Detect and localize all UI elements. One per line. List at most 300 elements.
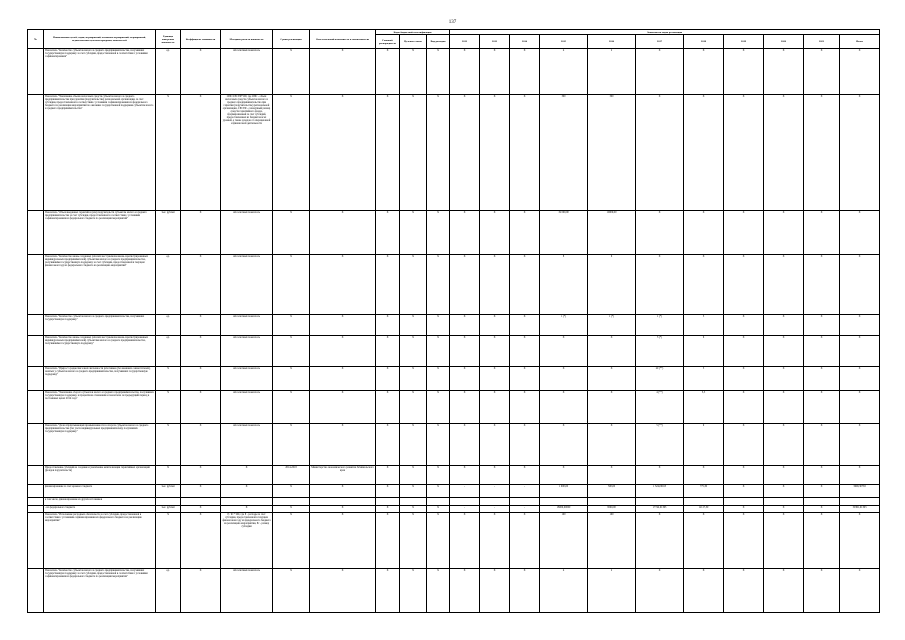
row-term-cell: Х [273, 513, 310, 569]
row-target-cell: Х [400, 95, 427, 211]
row-term-cell [273, 498, 310, 505]
row-exp-cell: Х [427, 569, 450, 613]
header-grbs: Главный распорядитель [376, 35, 400, 49]
row-term-cell: Х [273, 314, 310, 336]
row-method-cell: Абсолютный показатель [221, 336, 273, 366]
header-year: 2018 [684, 35, 724, 49]
row-resp-cell: Х [310, 569, 376, 613]
row-year-value-cell: Х [588, 465, 636, 484]
row-year-value-cell: Х [724, 391, 764, 424]
row-year-value-cell: Х [764, 366, 804, 390]
row-resp-cell: Х [310, 513, 376, 569]
row-exp-cell: Х [427, 366, 450, 390]
row-resp-cell: Х [310, 314, 376, 336]
row-year-value-cell: Х [724, 513, 764, 569]
row-year-value-cell: Х [480, 366, 510, 390]
row-term-cell: Х [273, 505, 310, 512]
row-grbs-cell: Х [376, 254, 400, 314]
row-year-value-cell: Х [636, 49, 684, 95]
row-year-value-cell: Х [636, 465, 684, 484]
row-total-cell: 50361,01363 [840, 505, 880, 512]
row-year-value-cell: Х [450, 254, 480, 314]
row-exp-cell: Х [427, 314, 450, 336]
row-target-cell: Х [400, 424, 427, 465]
row-year-value-cell: Х [636, 254, 684, 314]
row-year-value-cell: Х [588, 391, 636, 424]
row-total-cell: Х [840, 49, 880, 95]
row-method-cell: ОПС/СРСГФ*100, где ОПС - объем налоговых средств субъектов малого и среднего предпринимательства при гарантии (поручительстве) региональной организации, СРСГФ - совокупный размер средств гарантийного фонда, сформированный за счет субсидий, предоставленных из бюджетов всех уровней, а также доходов от операционной и финансовой деятельности [221, 95, 273, 211]
row-name-cell: Показатель "Количество вновь созданных рабочих мест (включая вновь зарегистрированных индивидуальных предпринимателей) субъектами малого и среднего предпринимательства, получившими государственную поддержку" [44, 336, 156, 366]
row-year-value-cell: 6 [684, 336, 724, 366]
row-name-cell: - из федерального бюджета [44, 505, 156, 512]
row-year-value-cell: Х [636, 513, 684, 569]
row-year-value-cell: Х [764, 49, 804, 95]
row-year-value-cell: 12117,30 [684, 505, 724, 512]
row-coef-cell: Х [181, 49, 221, 95]
row-year-value-cell: Х [480, 211, 510, 255]
row-number-cell [28, 485, 44, 498]
row-total-cell: Х [840, 95, 880, 211]
row-name-cell: Показатель "Доля обрабатывающей промышленности в обороте субъектов малого и среднего предпринимательства (без учета индивидуальных предпринимателей), получивших государственную поддержку" [44, 424, 156, 465]
row-year-value-cell: Х [684, 254, 724, 314]
row-total-cell: Х [840, 569, 880, 613]
row-target-cell: Х [400, 366, 427, 390]
row-year-value-cell: - [510, 505, 540, 512]
row-coef-cell: Х [181, 336, 221, 366]
row-resp-cell [310, 498, 376, 505]
row-year-value-cell: Х [724, 211, 764, 255]
page-number: 137 [448, 20, 457, 25]
header-responsible: Ответственный исполнитель и соисполнители [310, 30, 376, 49]
row-term-cell: Х [273, 254, 310, 314]
row-resp-cell: Министерство экономического развития Забайкальского края [310, 465, 376, 484]
row-year-value-cell: Х [510, 569, 540, 613]
row-year-value-cell: Х [804, 254, 840, 314]
row-term-cell: Х [273, 366, 310, 390]
row-year-value-cell: 4 [540, 569, 588, 613]
row-year-value-cell: 5 (**) [636, 424, 684, 465]
row-number-cell [28, 498, 44, 505]
row-year-value-cell: Х [724, 569, 764, 613]
row-year-value-cell: Х [450, 336, 480, 366]
row-exp-cell: Х [427, 513, 450, 569]
row-target-cell: Х [400, 211, 427, 255]
row-year-value-cell: Х [510, 314, 540, 336]
row-term-cell: Х [273, 569, 310, 613]
row-year-value-cell [764, 498, 804, 505]
row-year-value-cell: 9500,00 [588, 505, 636, 512]
row-year-value-cell: Х [480, 254, 510, 314]
row-unit-cell: тыс. рублей [156, 211, 181, 255]
row-term-cell: Х [273, 336, 310, 366]
row-exp-cell: Х [427, 254, 450, 314]
table-row [28, 513, 880, 569]
row-grbs-cell: Х [376, 485, 400, 498]
row-year-value-cell: Х [510, 254, 540, 314]
row-year-value-cell [636, 498, 684, 505]
row-method-cell: Х [221, 485, 273, 498]
row-exp-cell: Х [427, 465, 450, 484]
row-name-cell: Показатель "Количество субъектов малого и среднего предпринимательства, получивших государственную поддержку" [44, 314, 156, 336]
row-coef-cell [181, 498, 221, 505]
table-row [28, 424, 880, 465]
row-coef-cell: Х [181, 505, 221, 512]
row-year-value-cell: Х [450, 569, 480, 613]
header-method: Методика расчета показателя [221, 30, 273, 49]
row-target-cell: Х [400, 505, 427, 512]
row-year-value-cell: Х [480, 95, 510, 211]
table-row [28, 391, 880, 424]
row-name-cell: Показатель "Объем выданных гарантий и (или) поручительств субъектам малого и среднего предпринимательства за счет субсидии, предоставленной в соответствии с условиями софинансирования из федерального бюджета по реализации мероприятий" [44, 211, 156, 255]
row-target-cell: Х [400, 314, 427, 336]
row-year-value-cell: 3 (*) [636, 336, 684, 366]
row-number-cell [28, 49, 44, 95]
row-total-cell: Х [840, 366, 880, 390]
row-number-cell [28, 211, 44, 255]
row-resp-cell: Х [310, 485, 376, 498]
row-year-value-cell: 1 (*) [540, 314, 588, 336]
row-grbs-cell: Х [376, 314, 400, 336]
row-year-value-cell: Х [804, 513, 840, 569]
row-resp-cell: Х [310, 49, 376, 95]
row-year-value-cell: 300 [588, 95, 636, 211]
row-method-cell: Абсолютный показатель [221, 314, 273, 336]
table-row [28, 211, 880, 255]
row-year-value-cell: 19 000,00 [540, 211, 588, 255]
row-year-value-cell: Х [540, 465, 588, 484]
row-unit-cell: тыс. рублей [156, 505, 181, 512]
row-total-cell: Х [840, 211, 880, 255]
row-year-value-cell [540, 498, 588, 505]
row-name-cell: Показатель "Исполнение расходных обязательств за счет субсидии, предоставленной в соответствии с условиями софинансирования из федерального бюджета на реализацию мероприятия" [44, 513, 156, 569]
row-year-value-cell: Х [684, 465, 724, 484]
header-num: № [28, 30, 44, 49]
row-year-value-cell [588, 498, 636, 505]
row-grbs-cell: Х [376, 424, 400, 465]
row-year-value-cell: Х [804, 505, 840, 512]
row-year-value-cell [450, 498, 480, 505]
row-year-value-cell: Х [588, 336, 636, 366]
row-year-value-cell: 2 [588, 569, 636, 613]
row-year-value-cell: Х [804, 95, 840, 211]
row-year-value-cell: Х [764, 505, 804, 512]
row-year-value-cell: Х [540, 366, 588, 390]
row-year-value-cell: Х [450, 95, 480, 211]
row-grbs-cell: Х [376, 391, 400, 424]
row-method-cell: Абсолютный показатель [221, 424, 273, 465]
header-expense-type: Вид расходов [427, 35, 450, 49]
row-name-cell: Показатель "Увеличение оборота субъектов малого и среднего предпринимательства, получивших государственную поддержку, в процентном отношении к показателю за предыдущий период в постоянных ценах 2014 года" [44, 391, 156, 424]
row-year-value-cell: 9 [684, 424, 724, 465]
row-year-value-cell: Х [480, 391, 510, 424]
row-number-cell [28, 366, 44, 390]
row-resp-cell: Х [310, 95, 376, 211]
table-row [28, 465, 880, 484]
row-exp-cell: Х [427, 336, 450, 366]
row-unit-cell: ед. [156, 314, 181, 336]
row-year-value-cell: Х [724, 95, 764, 211]
row-year-value-cell: Х [764, 211, 804, 255]
row-year-value-cell: Х [480, 314, 510, 336]
row-unit-cell: % [156, 391, 181, 424]
row-resp-cell: Х [310, 366, 376, 390]
row-term-cell: Х [273, 391, 310, 424]
row-year-value-cell: Х [804, 211, 840, 255]
row-name-cell: Показатель "Количество субъектов малого и среднего предпринимательства, получивших государственную поддержку за счет субсидии, предоставленной в соответствии с условиями софинансирования из федерального бюджета по реализации мероприятия" [44, 569, 156, 613]
row-year-value-cell: 1 000,00 [540, 485, 588, 498]
row-year-value-cell: Х [764, 424, 804, 465]
row-coef-cell: Х [181, 211, 221, 255]
row-year-value-cell: 300 [540, 95, 588, 211]
row-year-value-cell: Х [510, 211, 540, 255]
row-year-value-cell: Х [480, 49, 510, 95]
row-year-value-cell: Х [804, 465, 840, 484]
row-year-value-cell: Х [724, 314, 764, 336]
row-method-cell: Абсолютный показатель [221, 366, 273, 390]
row-coef-cell: Х [181, 314, 221, 336]
header-target-article: Целевая статья [400, 35, 427, 49]
row-year-value-cell: Х [724, 505, 764, 512]
row-year-value-cell: Х [764, 254, 804, 314]
row-year-value-cell: Х [804, 366, 840, 390]
row-year-value-cell: Х [764, 485, 804, 498]
row-number-cell [28, 424, 44, 465]
row-year-value-cell: Х [510, 391, 540, 424]
row-year-value-cell: Х [724, 465, 764, 484]
row-year-value-cell: Х [540, 391, 588, 424]
row-year-value-cell: Х [804, 336, 840, 366]
row-exp-cell: Х [427, 49, 450, 95]
row-year-value-cell: Х [804, 485, 840, 498]
row-year-value-cell [480, 498, 510, 505]
row-grbs-cell: Х [376, 513, 400, 569]
row-exp-cell: Х [427, 424, 450, 465]
row-grbs-cell: Х [376, 465, 400, 484]
row-total-cell: Х [840, 314, 880, 336]
row-coef-cell: Х [181, 569, 221, 613]
row-year-value-cell: Х [804, 391, 840, 424]
table-row [28, 366, 880, 390]
row-year-value-cell: - [480, 485, 510, 498]
row-coef-cell: Х [181, 391, 221, 424]
row-number-cell [28, 254, 44, 314]
row-unit-cell: ед. [156, 254, 181, 314]
header-total: Итого [840, 35, 880, 49]
header-year: 2020 [764, 35, 804, 49]
row-year-value-cell: 1 324,00163 [636, 485, 684, 498]
row-year-value-cell: Х [510, 513, 540, 569]
row-unit-cell: % [156, 424, 181, 465]
row-year-value-cell: Х [480, 465, 510, 484]
row-term-cell: Х [273, 49, 310, 95]
row-year-value-cell: Х [724, 336, 764, 366]
row-total-cell: Х [840, 465, 880, 484]
row-method-cell: Абсолютный показатель [221, 254, 273, 314]
row-target-cell: Х [400, 485, 427, 498]
row-year-value-cell: 17742,01363 [636, 505, 684, 512]
table-row [28, 95, 880, 211]
row-resp-cell: Х [310, 336, 376, 366]
row-total-cell: Х [840, 254, 880, 314]
header-values-by-year: Значения по годам реализации [450, 30, 880, 35]
row-year-value-cell: Х [540, 336, 588, 366]
row-method-cell: Абсолютный показатель [221, 211, 273, 255]
row-year-value-cell: Х [588, 366, 636, 390]
row-year-value-cell: Х [764, 336, 804, 366]
row-year-value-cell: Х [764, 513, 804, 569]
row-unit-cell [156, 498, 181, 505]
row-name-cell: финансирование за счет краевого бюджета [44, 485, 156, 498]
row-target-cell: Х [400, 254, 427, 314]
row-year-value-cell: Х [450, 513, 480, 569]
row-year-value-cell: 775,30 [684, 485, 724, 498]
row-year-value-cell: Х [588, 424, 636, 465]
row-grbs-cell: Х [376, 336, 400, 366]
row-total-cell: 3609,30763 [840, 485, 880, 498]
row-year-value-cell: 6 [588, 254, 636, 314]
row-year-value-cell: - [450, 505, 480, 512]
row-year-value-cell: Х [636, 211, 684, 255]
row-coef-cell: Х [181, 485, 221, 498]
row-year-value-cell: Х [764, 465, 804, 484]
row-unit-cell: % [156, 513, 181, 569]
row-year-value-cell: Х [764, 391, 804, 424]
header-year: 2016 [588, 35, 636, 49]
row-year-value-cell: Х [804, 49, 840, 95]
row-year-value-cell: Х [510, 336, 540, 366]
row-year-value-cell: 3 [684, 366, 724, 390]
row-method-cell: Х [221, 505, 273, 512]
row-year-value-cell: 4 [540, 49, 588, 95]
row-target-cell: Х [400, 391, 427, 424]
row-year-value-cell: Х [804, 314, 840, 336]
row-unit-cell: Х [156, 465, 181, 484]
row-year-value-cell: - [450, 485, 480, 498]
table-row [28, 336, 880, 366]
row-year-value-cell: Х [450, 49, 480, 95]
row-year-value-cell: Х [450, 366, 480, 390]
row-year-value-cell: Х [510, 465, 540, 484]
row-year-value-cell: Х [510, 424, 540, 465]
row-target-cell: Х [400, 336, 427, 366]
table-row [28, 49, 880, 95]
row-term-cell: Х [273, 211, 310, 255]
row-coef-cell: Х [181, 513, 221, 569]
row-unit-cell: ед. [156, 49, 181, 95]
row-year-value-cell: 8 [540, 254, 588, 314]
row-year-value-cell: Х [450, 391, 480, 424]
row-name-cell: Показатель "Количество вновь созданных рабочих мест (включая вновь зарегистрированных индивидуальных предпринимателей) субъектами малого и среднего предпринимательства, получившими государственную поддержку за счет субсидии, предоставленной в текущем финансовом году из федерального бюджета на реализацию мероприятий" [44, 254, 156, 314]
row-term-cell: Х [273, 95, 310, 211]
row-method-cell: Абсолютный показатель [221, 569, 273, 613]
row-year-value-cell: Х [764, 569, 804, 613]
row-year-value-cell: Х [480, 569, 510, 613]
header-year: 2013 [480, 35, 510, 49]
row-grbs-cell: Х [376, 366, 400, 390]
row-total-cell: Х [840, 424, 880, 465]
row-term-cell: 2014-2018 [273, 465, 310, 484]
row-year-value-cell: Х [684, 95, 724, 211]
row-year-value-cell: 3 [684, 314, 724, 336]
row-year-value-cell: 2 [588, 49, 636, 95]
table-row [28, 505, 880, 512]
row-unit-cell: % [156, 95, 181, 211]
row-year-value-cell: Х [804, 569, 840, 613]
row-target-cell: Х [400, 513, 427, 569]
table-row [28, 485, 880, 498]
row-term-cell: Х [273, 424, 310, 465]
row-name-cell: Показатель "Количество субъектов малого и среднего предпринимательства, получивших государственную поддержку за счет субсидии, предоставленной в соответствии с условиями софинансирования" [44, 49, 156, 95]
row-year-value-cell: Х [450, 314, 480, 336]
row-year-value-cell [684, 498, 724, 505]
header-year: 2012 [450, 35, 480, 49]
row-grbs-cell [376, 498, 400, 505]
row-coef-cell: Х [181, 95, 221, 211]
row-year-value-cell: Х [764, 314, 804, 336]
header-term: Сроки реализации [273, 30, 310, 49]
table-body [28, 49, 880, 613]
row-coef-cell: Х [181, 424, 221, 465]
row-target-cell: Х [400, 569, 427, 613]
row-year-value-cell: 18000,00000 [540, 505, 588, 512]
row-number-cell [28, 505, 44, 512]
table-row [28, 569, 880, 613]
row-number-cell [28, 336, 44, 366]
row-year-value-cell: Х [684, 49, 724, 95]
row-year-value-cell: Х [510, 95, 540, 211]
row-year-value-cell: Х [480, 513, 510, 569]
row-exp-cell: Х [427, 485, 450, 498]
row-coef-cell: Х [181, 254, 221, 314]
row-grbs-cell: Х [376, 49, 400, 95]
row-number-cell [28, 513, 44, 569]
row-resp-cell: Х [310, 424, 376, 465]
row-exp-cell: Х [427, 505, 450, 512]
program-indicators-table [27, 29, 880, 613]
row-grbs-cell: Х [376, 569, 400, 613]
row-method-cell: Х [221, 465, 273, 484]
row-grbs-cell: Х [376, 505, 400, 512]
row-year-value-cell: Х [510, 49, 540, 95]
header-year: 2019 [724, 35, 764, 49]
row-name-cell: Показатель "Увеличение объема налоговых средств субъектов малого и среднего предпринимательства при гарантии (поручительстве) региональной организации, за счет субсидии, предоставленной в соответствии с условиями софинансирования из федерального бюджета по реализации мероприятий по оказанию государственной поддержки субъектам малого и среднего предпринимательства" [44, 95, 156, 211]
row-resp-cell: Х [310, 391, 376, 424]
row-year-value-cell: Х [684, 569, 724, 613]
row-unit-cell: ед. [156, 336, 181, 366]
row-year-value-cell [724, 498, 764, 505]
row-coef-cell: Х [181, 465, 221, 484]
row-year-value-cell [804, 498, 840, 505]
row-year-value-cell: Х [764, 95, 804, 211]
row-target-cell: Х [400, 49, 427, 95]
row-number-cell [28, 314, 44, 336]
row-resp-cell: Х [310, 211, 376, 255]
row-year-value-cell: Х [480, 424, 510, 465]
table-row [28, 254, 880, 314]
row-grbs-cell: Х [376, 211, 400, 255]
row-exp-cell: Х [427, 95, 450, 211]
row-number-cell [28, 465, 44, 484]
header-year: 2015 [540, 35, 588, 49]
row-resp-cell: Х [310, 254, 376, 314]
row-name-cell: Предоставление субсидий на создание и увеличение капитализации гарантийных организаций (фондов поручительств) [44, 465, 156, 484]
row-year-value-cell: 1 (*) [636, 314, 684, 336]
row-year-value-cell: - [510, 485, 540, 498]
table-row [28, 314, 880, 336]
row-year-value-cell: 1 (*) [588, 314, 636, 336]
row-term-cell: Х [273, 485, 310, 498]
row-total-cell: Х [840, 336, 880, 366]
